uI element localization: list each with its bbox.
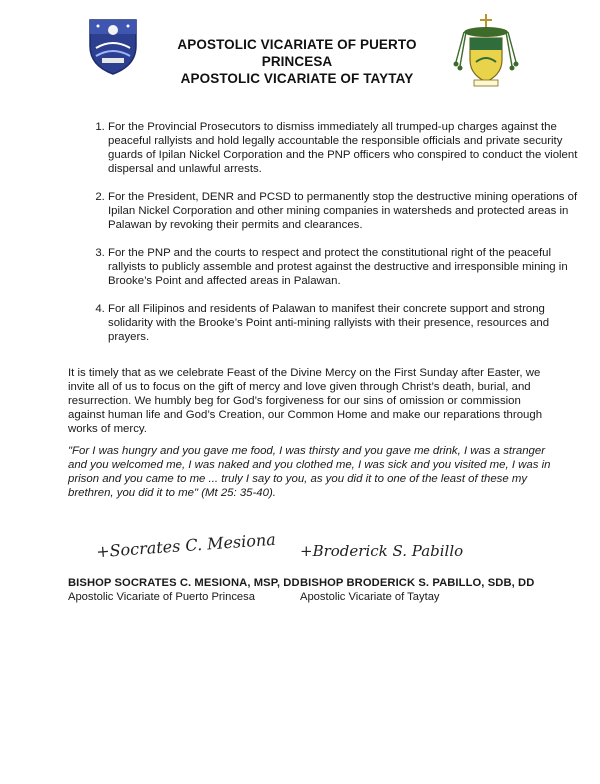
demand-item: 1. For the Provincial Prosecutors to dismiss immediately all trumped-up charges against the peaceful rallyists and hold legally accountable the responsible officials and private security guards of Ipilan Nickel Corporation and the PNP officers who conspired to conduct the violent dispersal and unlawful arrests. <box>108 120 586 176</box>
handwritten-signature-mesiona: +Socrates C. Mesiona <box>95 529 277 562</box>
signatory-title: Apostolic Vicariate of Taytay <box>300 591 440 603</box>
handwritten-signature-pabillo: +Broderick S. Pabillo <box>300 542 464 560</box>
puerto-princesa-coat-of-arms-icon <box>86 16 140 76</box>
taytay-coat-of-arms-icon <box>452 10 520 88</box>
scripture-quote: "For I was hungry and you gave me food, I was thirsty and you gave me drink, I was a stranger and you welcomed me, I was naked and you clothed me, I was sick and you visited me, I was in prison and you came to me ... truly I say to you, as you did it to one of the least of these my brethren, you did it to me" (Mt 25: 35-40). <box>68 445 551 499</box>
demands-list <box>68 120 586 358</box>
signatory-name: BISHOP SOCRATES C. MESIONA, MSP, DD <box>68 577 300 589</box>
divine-mercy-paragraph: It is timely that as we celebrate Feast of the Divine Mercy on the First Sunday after Easter, we invite all of us to focus on the gift of mercy and love given through Christ’s death, burial, and resurrection. We humbly beg for God’s forgiveness for our sins of omission or commission against human life and God’s Creation, our Common Home and make our reparations through works of mercy. <box>68 367 543 435</box>
vicariate-title-taytay: APOSTOLIC VICARIATE OF TAYTAY <box>180 71 414 86</box>
demand-item: 3. For the PNP and the courts to respect and protect the constitutional right of the peaceful rallyists to publicly assemble and protest against the destructive and irresponsible mining in Brooke’s Point and affected areas in Palawan. <box>108 246 586 288</box>
signature-block-pabillo <box>300 542 560 604</box>
signatory-name: BISHOP BRODERICK S. PABILLO, SDB, DD <box>300 577 535 589</box>
signatory-title: Apostolic Vicariate of Puerto Princesa <box>68 591 255 603</box>
signature-block-mesiona <box>68 542 308 604</box>
letterhead <box>0 0 600 92</box>
demand-item: 2. For the President, DENR and PCSD to permanently stop the destructive mining operations of Ipilan Nickel Corporation and other mining companies in watersheds and protected areas in Palawan by revoking their permits and clearances. <box>108 190 586 232</box>
vicariate-title-puerto-princesa: APOSTOLIC VICARIATE OF PUERTO PRINCESA <box>177 37 417 69</box>
demand-item: 4. For all Filipinos and residents of Palawan to manifest their concrete support and strong solidarity with the Brooke’s Point anti-mining rallyists with their presence, resources and prayers. <box>108 302 586 344</box>
